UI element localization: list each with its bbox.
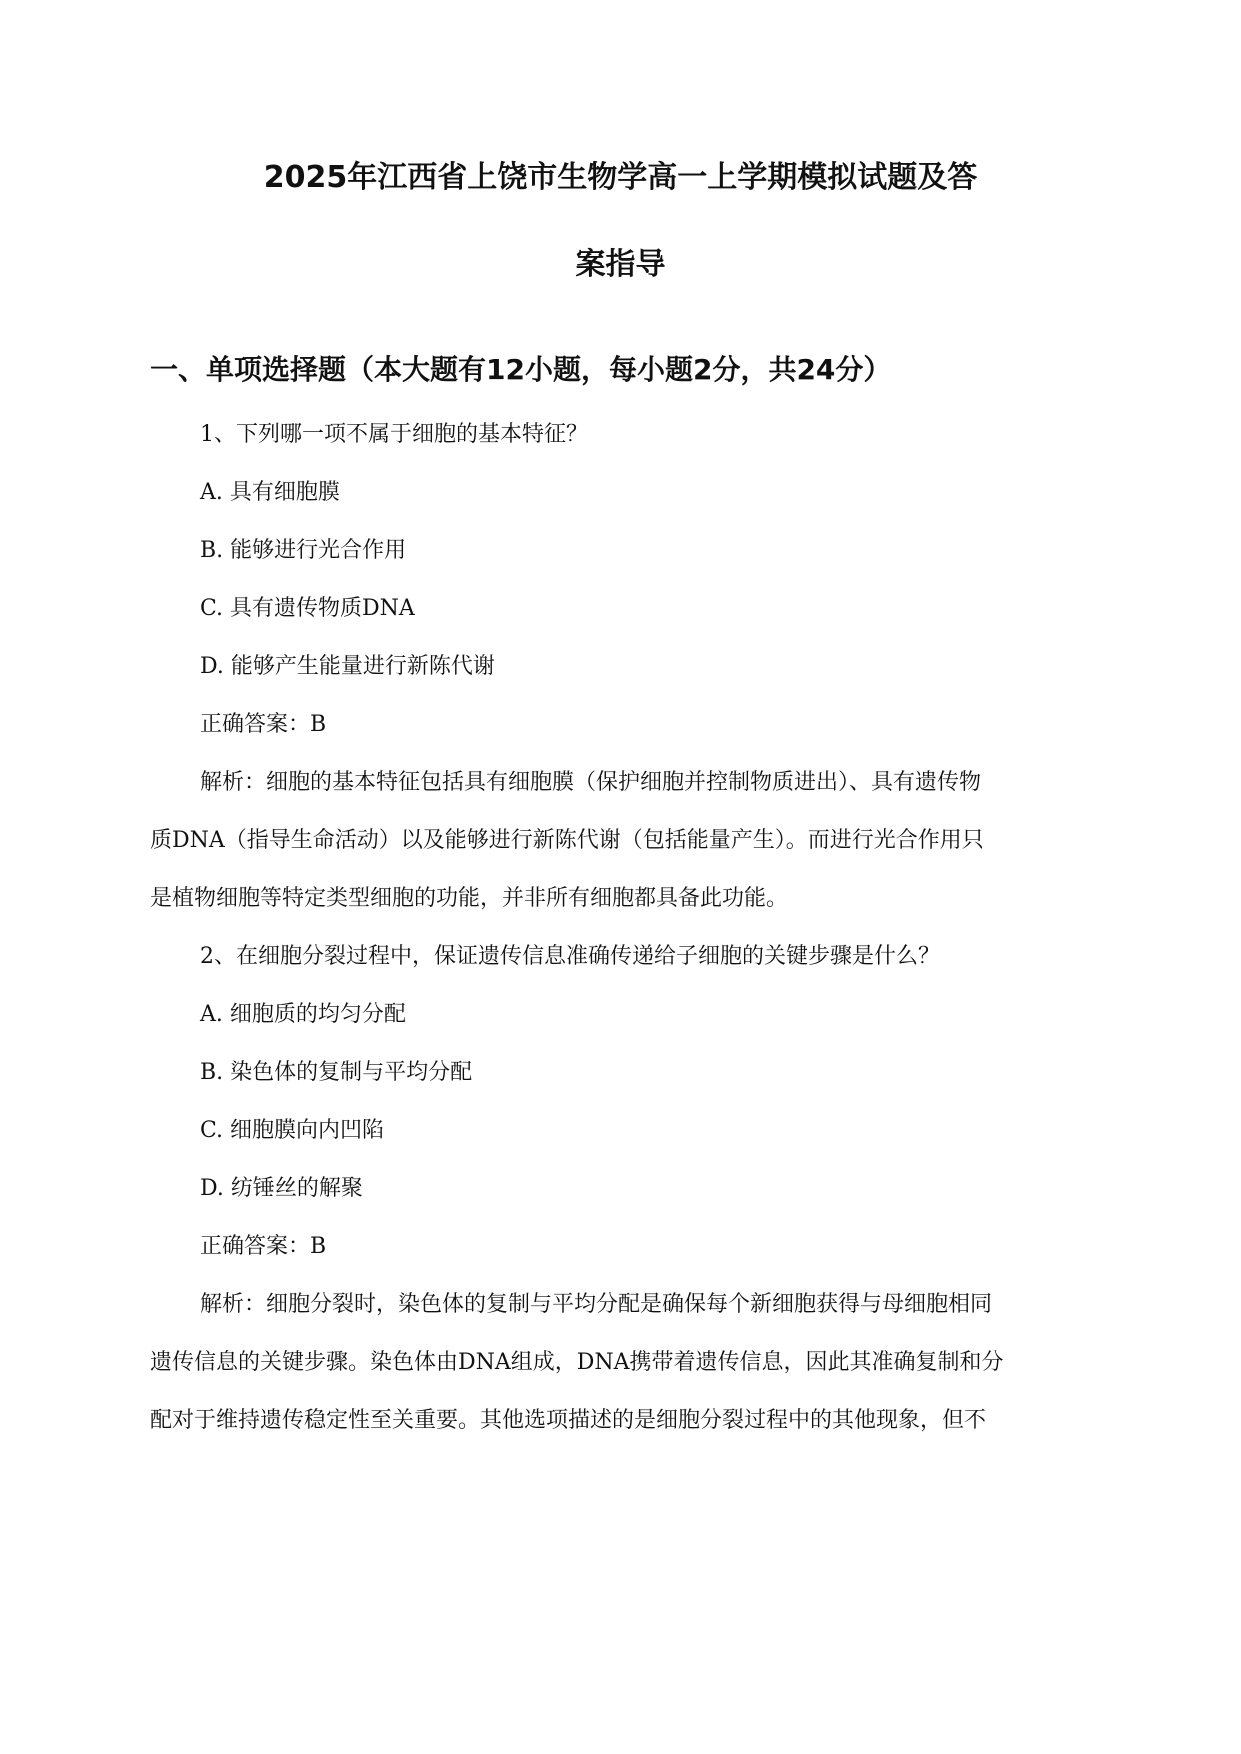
question-1-option-b: B. 能够进行光合作用 bbox=[200, 538, 407, 563]
question-2-answer: 正确答案：B bbox=[200, 1234, 327, 1259]
question-1-stem: 1、下列哪一项不属于细胞的基本特征？ bbox=[200, 422, 588, 447]
question-2-explanation-line-1: 解析：细胞分裂时，染色体的复制与平均分配是确保每个新细胞获得与母细胞相同 bbox=[200, 1292, 993, 1317]
document-title-line-2: 案指导 bbox=[575, 247, 666, 282]
question-1-option-a: A. 具有细胞膜 bbox=[200, 480, 340, 505]
section-heading-single-choice: 一、单项选择题（本大题有12小题，每小题2分，共24分） bbox=[150, 353, 892, 386]
question-2-explanation-line-3: 配对于维持遗传稳定性至关重要。其他选项描述的是细胞分裂过程中的其他现象，但不 bbox=[150, 1408, 987, 1433]
question-1-option-c: C. 具有遗传物质DNA bbox=[200, 596, 415, 621]
question-1-explanation-line-3: 是植物细胞等特定类型细胞的功能，并非所有细胞都具备此功能。 bbox=[150, 886, 789, 911]
question-2-option-a: A. 细胞质的均匀分配 bbox=[200, 1002, 406, 1027]
question-1-answer: 正确答案：B bbox=[200, 712, 327, 737]
document-title-line-1: 2025年江西省上饶市生物学高一上学期模拟试题及答 bbox=[263, 160, 978, 195]
question-2-option-b: B. 染色体的复制与平均分配 bbox=[200, 1060, 473, 1085]
question-2-option-d: D. 纺锤丝的解聚 bbox=[200, 1176, 363, 1201]
question-2-explanation-line-2: 遗传信息的关键步骤。染色体由DNA组成，DNA携带着遗传信息，因此其准确复制和分 bbox=[150, 1350, 1004, 1375]
question-1-explanation-line-1: 解析：细胞的基本特征包括具有细胞膜（保护细胞并控制物质进出）、具有遗传物 bbox=[200, 770, 982, 795]
question-1-option-d: D. 能够产生能量进行新陈代谢 bbox=[200, 654, 495, 679]
question-2-option-c: C. 细胞膜向内凹陷 bbox=[200, 1118, 385, 1143]
question-1-explanation-line-2: 质DNA（指导生命活动）以及能够进行新陈代谢（包括能量产生）。而进行光合作用只 bbox=[150, 828, 984, 853]
question-2-stem: 2、在细胞分裂过程中，保证遗传信息准确传递给子细胞的关键步骤是什么？ bbox=[200, 944, 940, 969]
